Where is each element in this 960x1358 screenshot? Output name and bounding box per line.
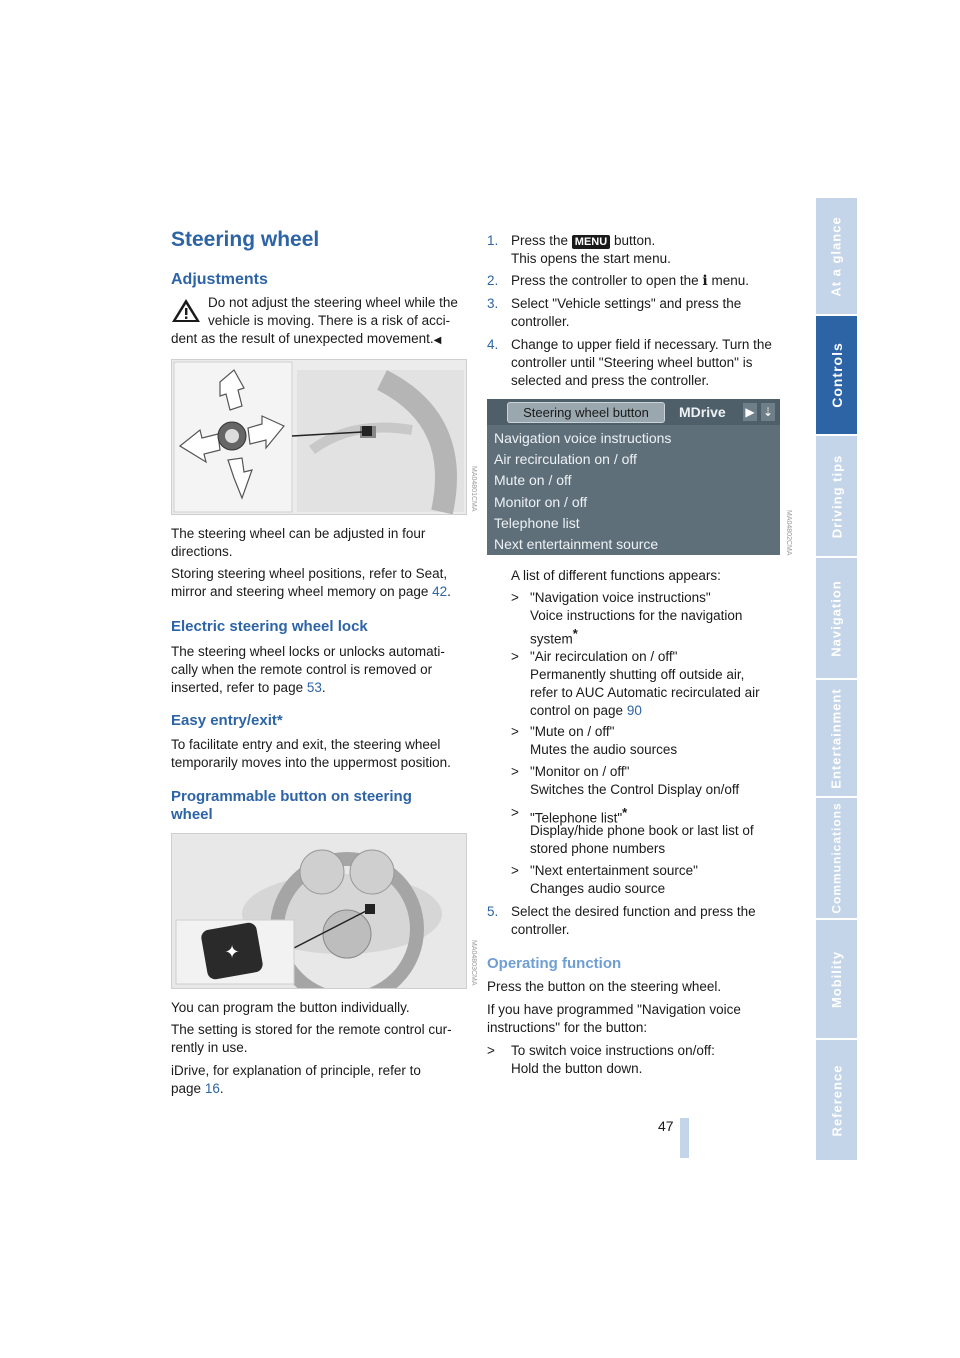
operating-bullet-line-2: Hold the button down. xyxy=(511,1061,643,1076)
func-5-line-2: Display/hide phone book or last list of xyxy=(530,823,754,838)
screen-item-navigation-voice[interactable]: Navigation voice instructions xyxy=(494,430,672,446)
func-3-line-2: Mutes the audio sources xyxy=(530,742,678,757)
page-link-90[interactable]: 90 xyxy=(626,703,642,718)
optional-star-icon: * xyxy=(622,805,628,820)
step-3-line-1 xyxy=(487,295,741,313)
warning-line-1: Do not adjust the steering wheel while the xyxy=(208,295,458,310)
func-text: "Telephone list" xyxy=(530,810,623,826)
period: . xyxy=(219,1081,224,1096)
adjust-text-1: The steering wheel can be adjusted in four xyxy=(171,526,426,541)
step-text: Press the xyxy=(511,233,569,248)
lock-text-2: cally when the remote control is removed or xyxy=(171,662,433,677)
step-number: 1. xyxy=(487,233,499,248)
list-marker: > xyxy=(511,724,519,739)
lock-heading: Electric steering wheel lock xyxy=(171,618,368,635)
tab-mobility[interactable]: Mobility xyxy=(816,920,857,1038)
lock-text-3 xyxy=(171,679,326,697)
page-number: 47 xyxy=(658,1118,674,1134)
screen-arrow-right-icon[interactable]: ▶ xyxy=(743,403,757,421)
tab-entertainment[interactable]: Entertainment xyxy=(816,680,857,796)
screen-item-telephone-list[interactable]: Telephone list xyxy=(494,515,580,531)
func-2-line-2: Permanently shutting off outside air, xyxy=(530,667,745,682)
func-6-line-1: "Next entertainment source" xyxy=(530,863,698,878)
step-number: 4. xyxy=(487,337,499,352)
lock-text: inserted, refer to page xyxy=(171,680,304,695)
step-number: 2. xyxy=(487,273,499,288)
warning-triangle-icon xyxy=(171,297,201,324)
memory-text: mirror and steering wheel memory on page xyxy=(171,584,429,599)
easy-text-1: To facilitate entry and exit, the steering wheel xyxy=(171,737,441,752)
step-number: 5. xyxy=(487,904,499,919)
operating-text-1: Press the button on the steering wheel. xyxy=(487,979,722,994)
menu-key-icon: MENU xyxy=(572,235,610,249)
list-marker: > xyxy=(511,590,519,605)
step-4-line-3: selected and press the controller. xyxy=(511,373,710,388)
page-link-42[interactable]: 42 xyxy=(432,584,448,599)
func-text: system xyxy=(530,631,573,647)
operating-bullet-line-1: To switch voice instructions on/off: xyxy=(511,1043,715,1058)
period: . xyxy=(447,584,451,599)
step-number: 3. xyxy=(487,296,499,311)
func-4-line-1: "Monitor on / off" xyxy=(530,764,630,779)
figure-code: MA04803CMA xyxy=(470,940,477,986)
screen-scroll-down-icon[interactable]: ⇣ xyxy=(762,405,774,419)
list-marker: > xyxy=(511,863,519,878)
list-marker: > xyxy=(511,764,519,779)
idrive-text-1: iDrive, for explanation of principle, refer to xyxy=(171,1063,421,1078)
easy-text-2: temporarily moves into the uppermost position. xyxy=(171,755,451,770)
func-2-line-3: refer to AUC Automatic recirculated air xyxy=(530,685,760,700)
func-5-line-3: stored phone numbers xyxy=(530,841,666,856)
step-5-line-1 xyxy=(487,903,756,921)
func-1-line-2: Voice instructions for the navigation xyxy=(530,608,743,623)
screen-tab-steering-wheel-button[interactable]: Steering wheel button xyxy=(507,402,665,423)
screen-tab-mdrive[interactable]: MDrive xyxy=(679,404,726,420)
screen-item-monitor[interactable]: Monitor on / off xyxy=(494,494,588,510)
tab-controls[interactable]: Controls xyxy=(816,316,857,434)
figure-code: MA04801CMA xyxy=(470,466,477,512)
tab-reference[interactable]: Reference xyxy=(816,1040,857,1160)
page-link-53[interactable]: 53 xyxy=(306,680,322,695)
optional-star-icon: * xyxy=(572,626,578,641)
screen-item-next-source[interactable]: Next entertainment source xyxy=(494,536,659,552)
step-text: Change to upper field if necessary. Turn the xyxy=(511,337,772,352)
step-3-line-2: controller. xyxy=(511,314,570,329)
info-i-icon: i xyxy=(702,273,708,289)
func-1-line-3 xyxy=(530,625,578,649)
figure-code: MA04802CMA xyxy=(785,510,792,556)
easy-entry-heading: Easy entry/exit* xyxy=(171,712,283,729)
page-marker-bar xyxy=(680,1118,689,1158)
func-2-line-1: "Air recirculation on / off" xyxy=(530,649,678,664)
adjust-text-2: directions. xyxy=(171,544,233,559)
warning-text: dent as the result of unexpected movement. xyxy=(171,331,434,346)
programmable-button-figure xyxy=(171,833,467,989)
step-4-line-1 xyxy=(487,336,772,354)
tab-driving-tips[interactable]: Driving tips xyxy=(816,436,857,556)
program-text-2: The setting is stored for the remote control cur- xyxy=(171,1022,452,1037)
programmable-heading-1: Programmable button on steering xyxy=(171,788,412,805)
page-title: Steering wheel xyxy=(171,228,320,251)
warning-line-3 xyxy=(171,330,441,350)
screen-item-air-recirculation[interactable]: Air recirculation on / off xyxy=(494,451,637,467)
tab-navigation[interactable]: Navigation xyxy=(816,558,857,678)
step-text: Select the desired function and press the xyxy=(511,904,756,919)
step-text: menu. xyxy=(711,273,749,288)
lock-text-1: The steering wheel locks or unlocks automati- xyxy=(171,644,445,659)
list-marker: > xyxy=(511,649,519,664)
step-1-line-1 xyxy=(487,232,655,250)
func-3-line-1: "Mute on / off" xyxy=(530,724,615,739)
page-link-16[interactable]: 16 xyxy=(204,1081,220,1096)
screen-item-mute[interactable]: Mute on / off xyxy=(494,472,572,488)
func-1-line-1: "Navigation voice instructions" xyxy=(530,590,711,605)
program-text-3: rently in use. xyxy=(171,1040,248,1055)
adjustments-heading: Adjustments xyxy=(171,271,268,288)
step-text: Select "Vehicle settings" and press the xyxy=(511,296,742,311)
steering-wheel-illustration xyxy=(172,834,466,988)
period: . xyxy=(321,680,326,695)
step-5-line-2: controller. xyxy=(511,922,570,937)
list-marker: > xyxy=(511,805,519,820)
func-6-line-2: Changes audio source xyxy=(530,881,666,896)
step-1-line-2: This opens the start menu. xyxy=(511,251,671,266)
control-display-screen xyxy=(487,399,780,555)
memory-text-2 xyxy=(171,583,451,601)
idrive-text-2 xyxy=(171,1080,224,1098)
func-text: control on page xyxy=(530,703,624,718)
program-text-1: You can program the button individually. xyxy=(171,1000,410,1015)
end-marker-icon: ◀ xyxy=(433,335,442,346)
programmable-heading-2: wheel xyxy=(171,806,213,823)
svg-text:✦: ✦ xyxy=(224,942,240,963)
steering-adjust-figure xyxy=(171,359,467,515)
step-4-line-2: controller until "Steering wheel button" is xyxy=(511,355,753,370)
tab-communications[interactable]: Communications xyxy=(816,798,857,918)
step-text: button. xyxy=(613,233,656,248)
warning-line-2: vehicle is moving. There is a risk of acci- xyxy=(208,313,451,328)
functions-intro: A list of different functions appears: xyxy=(511,568,721,583)
step-text: Press the controller to open the xyxy=(511,273,699,288)
steering-column-illustration xyxy=(172,360,466,514)
tab-at-a-glance[interactable]: At a glance xyxy=(816,198,857,314)
operating-text-2: If you have programmed "Navigation voice xyxy=(487,1002,741,1017)
idrive-text: page xyxy=(171,1081,202,1096)
func-2-line-4 xyxy=(530,702,642,720)
step-2-line-1 xyxy=(487,272,749,290)
func-4-line-2: Switches the Control Display on/off xyxy=(530,782,740,797)
list-marker: > xyxy=(487,1043,495,1058)
memory-text-1: Storing steering wheel positions, refer to Seat, xyxy=(171,566,448,581)
operating-heading: Operating function xyxy=(487,955,622,972)
chapter-sidebar xyxy=(816,198,857,1160)
operating-text-3: instructions" for the button: xyxy=(487,1020,648,1035)
